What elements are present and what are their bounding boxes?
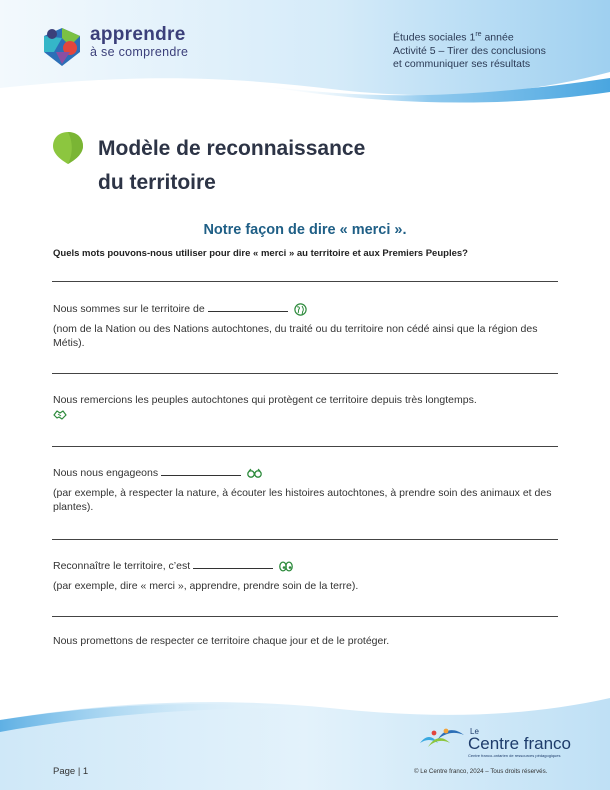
- section-commitment: [53, 466, 558, 514]
- course-line-2: Activité 5 – Tirer des conclusions: [393, 44, 546, 57]
- course-line-1: Études sociales 1re année: [393, 31, 514, 44]
- page-number: Page | 1: [53, 766, 89, 777]
- divider: [52, 281, 558, 282]
- section-recognition-lead: Reconnaître le territoire, c’est: [53, 560, 191, 572]
- section-recognition-note: (par exemple, dire « merci », apprendre, prendre soin de la terre).: [53, 580, 359, 592]
- page-title-line-1: Modèle de reconnaissance: [98, 137, 366, 160]
- section-thanks-text: Nous remercions les peuples autochtones qui protègent ce territoire depuis très longtemps.: [53, 394, 477, 406]
- course-info: [393, 28, 546, 71]
- divider: [52, 616, 558, 617]
- section-commitment-line: [53, 466, 558, 480]
- section-recognition: [53, 559, 558, 593]
- centre-franco-logo-icon: [418, 725, 466, 753]
- handshake-icon: [53, 409, 67, 421]
- brand-name: apprendre: [90, 24, 186, 45]
- page-title-line-2: du territoire: [98, 171, 216, 194]
- globe-icon: [294, 303, 307, 316]
- section-promise: Nous promettons de respecter ce territoire chaque jour et de le protéger.: [53, 635, 390, 647]
- section-recognition-line: [53, 559, 558, 573]
- brand-tagline: à se comprendre: [90, 45, 189, 59]
- divider: [52, 539, 558, 540]
- centre-franco-tagline: Centre franco-ontarien de ressources pédagogiques: [468, 753, 561, 758]
- section-thanks: [53, 393, 558, 421]
- section-territory-lead: Nous sommes sur le territoire de: [53, 303, 205, 315]
- question: Quels mots pouvons-nous utiliser pour dire « merci » au territoire et aux Premiers Peuples?: [53, 248, 468, 259]
- copyright: © Le Centre franco, 2024 – Tous droits réservés.: [414, 768, 548, 775]
- binoculars-icon: [247, 468, 262, 479]
- fill-in-blank[interactable]: [193, 559, 273, 569]
- eyes-icon: [279, 561, 293, 572]
- section-commitment-note: (par exemple, à respecter la nature, à écouter les histoires autochtones, à prendre soin des animaux et des plantes).: [53, 487, 552, 513]
- leaf-icon: [52, 130, 84, 166]
- centre-franco-name: Centre franco: [468, 734, 571, 753]
- section-commitment-lead: Nous nous engageons: [53, 467, 159, 479]
- divider: [52, 373, 558, 374]
- page-title: [98, 132, 365, 200]
- centre-franco-le: Le: [470, 727, 479, 736]
- divider: [52, 446, 558, 447]
- fill-in-blank[interactable]: [161, 466, 241, 476]
- fill-in-blank[interactable]: [208, 302, 288, 312]
- apprendre-logo-icon: [40, 22, 84, 68]
- section-territory-note: (nom de la Nation ou des Nations autochtones, du traité ou du territoire non cédé ainsi que la région des Métis).: [53, 323, 538, 349]
- section-territory-line: [53, 302, 558, 316]
- subtitle: Notre façon de dire « merci ».: [203, 222, 407, 238]
- course-line-3: et communiquer ses résultats: [393, 57, 531, 70]
- section-territory: [53, 302, 558, 350]
